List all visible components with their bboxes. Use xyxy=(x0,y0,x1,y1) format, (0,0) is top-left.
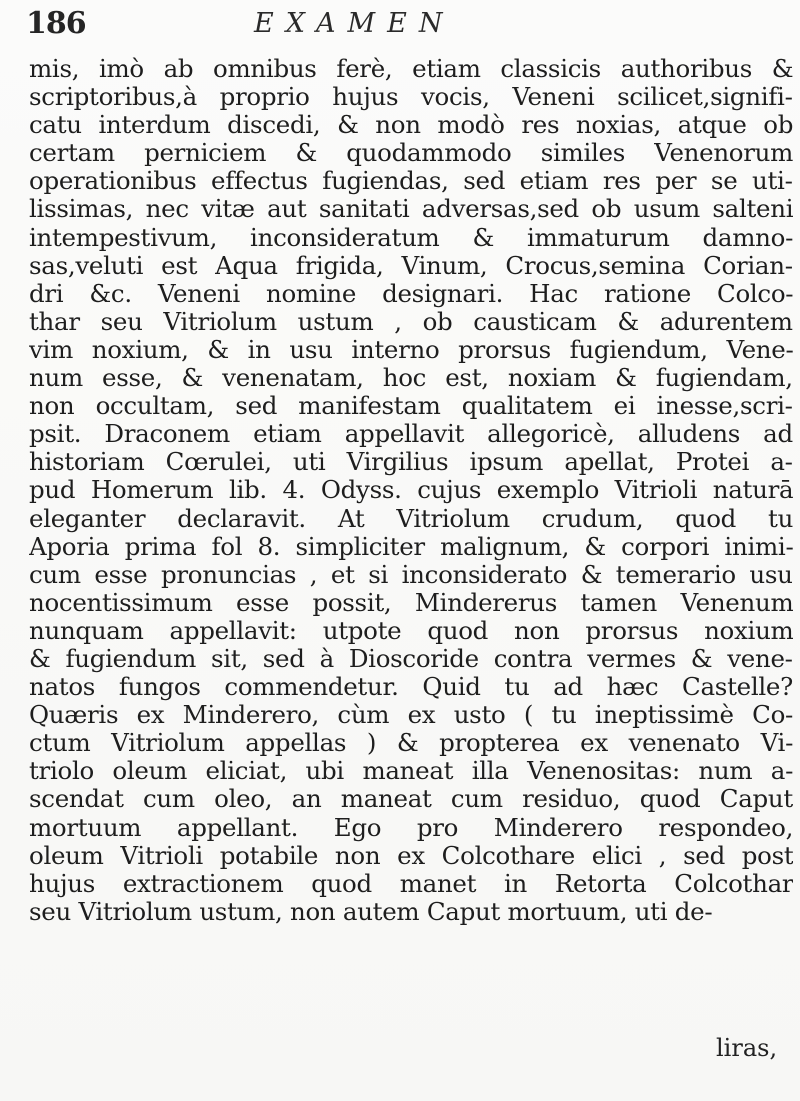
text-line: ctum Vitriolum appellas ) & propterea ex venenato Vi- xyxy=(29,729,793,758)
text-line: intempestivum, inconsideratum & immaturum damno- xyxy=(29,223,793,252)
text-line: num esse, & venenatam, hoc est, noxiam & fugiendam, xyxy=(29,364,793,393)
text-line: nunquam appellavit: utpote quod non prorsus noxium xyxy=(29,616,793,645)
text-line: mis, imò ab omnibus ferè, etiam classicis authoribus & xyxy=(29,55,793,83)
text-line: psit. Draconem etiam appellavit allegoricè, alludens ad xyxy=(29,420,793,449)
text-line: vim noxium, & in usu interno prorsus fugiendum, Vene- xyxy=(29,335,793,364)
text-line: hujus extractionem quod manet in Retorta Colcothar xyxy=(29,869,793,898)
text-line: historiam Cœrulei, uti Virgilius ipsum apellat, Protei a- xyxy=(29,448,793,477)
text-line: scendat cum oleo, an maneat cum residuo, quod Caput xyxy=(29,785,793,814)
text-line: eleganter declaravit. At Vitriolum crudum, quod tu xyxy=(29,504,793,533)
text-line: & fugiendum sit, sed à Dioscoride contra vermes & vene- xyxy=(29,644,793,673)
page-number: 186 xyxy=(26,6,86,41)
catchword: liras, xyxy=(716,1034,778,1062)
text-line: certam perniciem & quodammodo similes Venenorum xyxy=(29,139,793,168)
text-line: natos fungos commendetur. Quid tu ad hæc Castelle? xyxy=(29,673,793,702)
text-line: sas,veluti est Aqua frigida, Vinum, Crocus,semina Corian- xyxy=(29,251,793,280)
text-line: scriptoribus,à proprio hujus vocis, Veneni scilicet,signifi- xyxy=(29,83,793,112)
text-line: seu Vitriolum ustum, non autem Caput mortuum, uti de- xyxy=(29,897,713,926)
text-line: triolo oleum eliciat, ubi maneat illa Venenositas: num a- xyxy=(29,757,793,786)
text-line: dri &c. Veneni nomine designari. Hac ratione Colco- xyxy=(29,279,793,308)
page-header xyxy=(26,6,786,58)
body-text xyxy=(29,55,793,926)
running-head: EXAMEN xyxy=(254,8,455,39)
text-line: operationibus effectus fugiendas, sed etiam res per se uti- xyxy=(29,167,793,196)
text-line: non occultam, sed manifestam qualitatem ei inesse,scri- xyxy=(29,392,793,421)
text-line: thar seu Vitriolum ustum , ob causticam & adurentem xyxy=(29,307,793,336)
text-line: Aporia prima fol 8. simpliciter malignum, & corpori inimi- xyxy=(29,532,793,561)
text-line: nocentissimum esse possit, Mindererus tamen Venenum xyxy=(29,588,793,617)
text-line: lissimas, nec vitæ aut sanitati adversas,sed ob usum salteni xyxy=(29,195,793,224)
text-line: catu interdum discedi, & non modò res noxias, atque ob xyxy=(29,111,793,140)
text-line: Quæris ex Minderero, cùm ex usto ( tu ineptissimè Co- xyxy=(29,701,793,730)
text-line: cum esse pronuncias , et si inconsiderato & temerario usu xyxy=(29,560,793,589)
text-line: oleum Vitrioli potabile non ex Colcothare elici , sed post xyxy=(29,841,793,870)
text-line: pud Homerum lib. 4. Odyss. cujus exemplo Vitrioli naturā xyxy=(29,476,793,505)
text-line: mortuum appellant. Ego pro Minderero respondeo, xyxy=(29,813,793,842)
